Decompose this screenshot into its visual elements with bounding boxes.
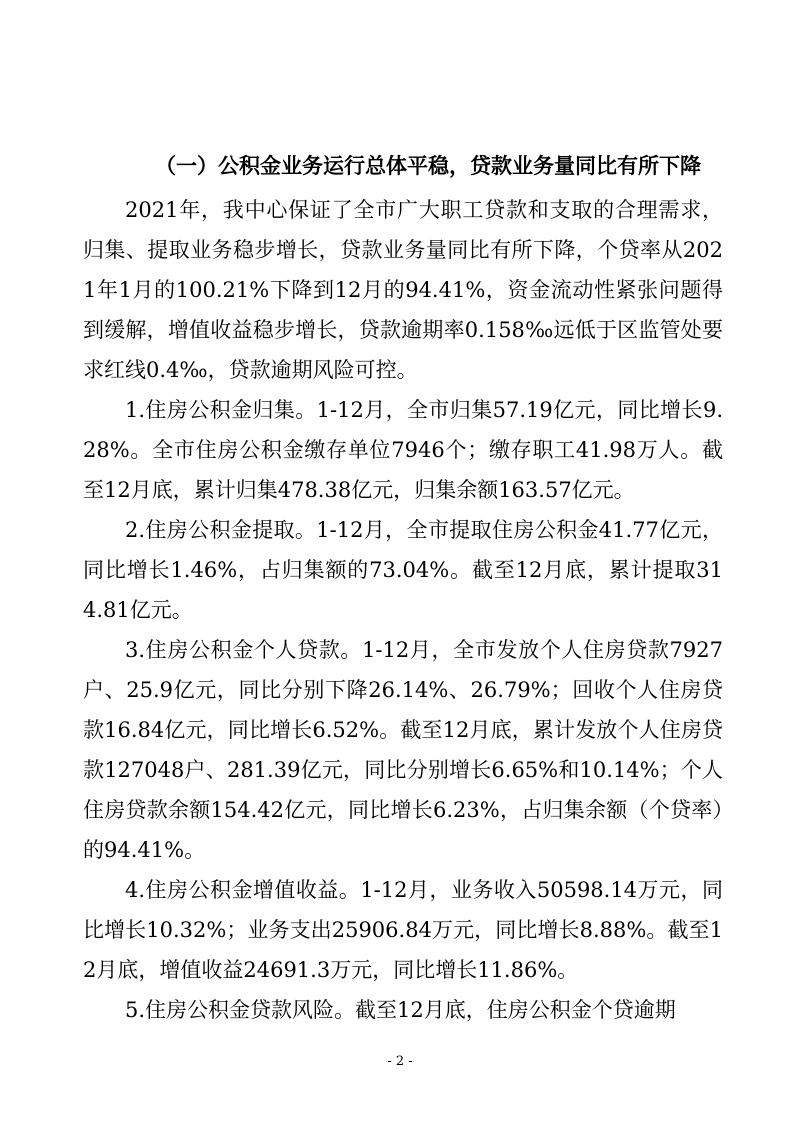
- paragraph-withdrawal: 2.住房公积金提取。1-12月，全市提取住房公积金41.77亿元，同比增长1.46%，占归集额的73.04%。截至12月底，累计提取314.81亿元。: [83, 518, 723, 622]
- paragraph-loan-risk: 5.住房公积金贷款风险。截至12月底，住房公积金个贷逾期: [125, 998, 676, 1022]
- paragraph-value-added-income: 4.住房公积金增值收益。1-12月，业务收入50598.14万元，同比增长10.32%；业务支出25906.84万元，同比增长8.88%。截至12月底，增值收益24691.3万元，同比增长11.86%。: [83, 878, 723, 982]
- section-heading: （一）公积金业务运行总体平稳，贷款业务量同比有所下降: [155, 154, 701, 178]
- paragraph-personal-loans: 3.住房公积金个人贷款。1-12月，全市发放个人住房贷款7927户、25.9亿元，同比分别下降26.14%、26.79%；回收个人住房贷款16.84亿元，同比增长6.52%。截至12月底，累计发放个人住房贷款127048户、281.39亿元，同比分别增长6.65%和10.14%；个人住房贷款余额154.42亿元，同比增长6.23%，占归集余额（个贷率）的94.41%。: [83, 638, 723, 862]
- paragraph-collection: 1.住房公积金归集。1-12月，全市归集57.19亿元，同比增长9.28%。全市住房公积金缴存单位7946个；缴存职工41.98万人。截至12月底，累计归集478.38亿元，归集余额163.57亿元。: [83, 398, 723, 502]
- page-number: - 2 -: [387, 1054, 413, 1069]
- document-body: [83, 190, 723, 1030]
- paragraph-summary: 2021年，我中心保证了全市广大职工贷款和支取的合理需求，归集、提取业务稳步增长，贷款业务量同比有所下降，个贷率从2021年1月的100.21%下降到12月的94.41%，资金流动性紧张问题得到缓解，增值收益稳步增长，贷款逾期率0.158‰远低于区监管处要求红线0.4‰，贷款逾期风险可控。: [83, 198, 723, 382]
